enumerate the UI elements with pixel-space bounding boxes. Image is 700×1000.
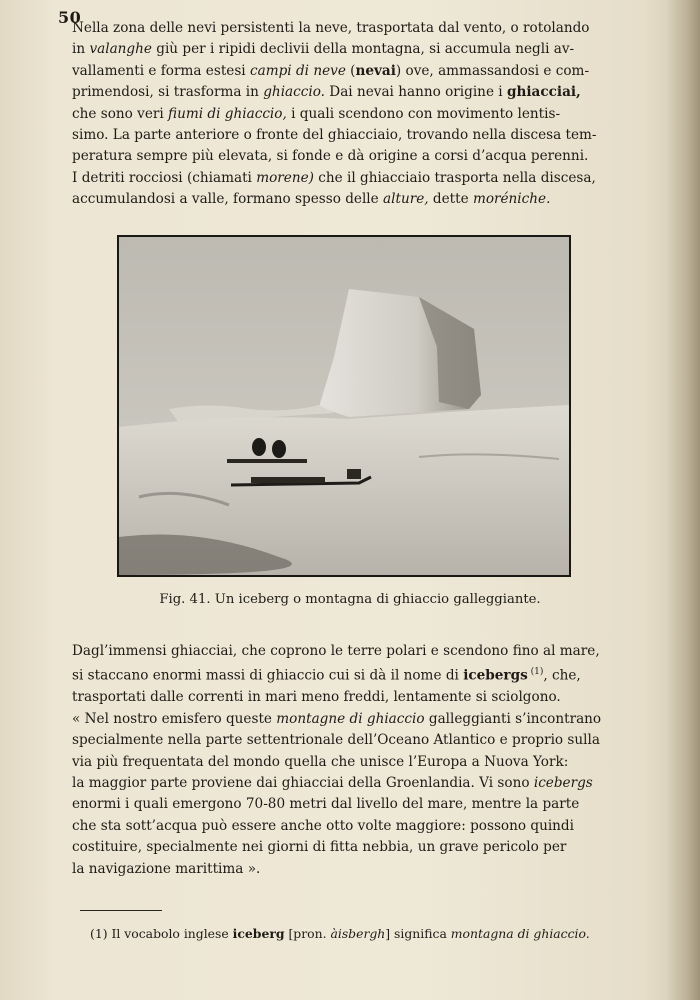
paragraph-glaciers-text-run: primendosi, si trasforma in (72, 84, 264, 101)
paragraph-icebergs-line (72, 859, 624, 880)
footnote-text-run: montagna di ghiaccio. (450, 926, 590, 941)
paragraph-icebergs-text-run: trasportati dalle correnti in mari meno freddi, lentamente si sciolgono. (72, 689, 561, 706)
footnote-text-run: [pron. (284, 926, 331, 941)
paragraph-icebergs-text-run: Dagl’immensi ghiacciai, che coprono le terre polari e scendono fino al mare, (72, 643, 600, 659)
paragraph-icebergs-text-run: galleggianti s’incontrano (424, 710, 602, 727)
footnote (90, 926, 650, 941)
paragraph-glaciers-text-run: peratura sempre più elevata, si fonde e dà origine a corsi d’acqua perenni. (72, 148, 589, 165)
paragraph-glaciers-text-run: che sono veri (72, 105, 169, 122)
paragraph-glaciers-text-run: ghiacciai, (506, 84, 581, 101)
paragraph-icebergs (72, 641, 624, 880)
paragraph-glaciers-text-run: moréniche. (472, 191, 551, 208)
paragraph-glaciers-line (72, 125, 624, 146)
paragraph-glaciers-text-run: in (72, 41, 90, 58)
paragraph-glaciers-line (72, 189, 624, 210)
paragraph-glaciers-line (72, 39, 624, 60)
paragraph-glaciers-text-run: valanghe (89, 41, 152, 58)
paragraph-glaciers-line (72, 82, 624, 103)
paragraph-glaciers-text-run: accumulandosi a valle, formano spesso delle (72, 191, 384, 208)
paragraph-glaciers-text-run: morene) (256, 169, 314, 186)
paragraph-icebergs-text-run: icebergs (533, 774, 593, 791)
paragraph-glaciers-text-run: vallamenti e forma estesi (72, 62, 250, 79)
paragraph-glaciers-text-run: giù per i ripidi declivii della montagna, si accumula negli av- (151, 41, 575, 58)
paragraph-icebergs-text-run: (1) (527, 667, 544, 678)
iceberg-photograph (117, 235, 571, 577)
paragraph-glaciers-line (72, 146, 624, 167)
paragraph-glaciers-text-run: nevai (355, 62, 396, 79)
paragraph-icebergs-line (72, 662, 624, 687)
footnote-text-run: iceberg (232, 926, 285, 941)
page-number: 50 (58, 8, 82, 27)
paragraph-icebergs-text-run: montagne di ghiaccio (276, 710, 425, 727)
paragraph-glaciers-text-run: ) ove, ammassandosi e com- (395, 62, 590, 79)
paragraph-icebergs-text-run: la navigazione marittima ». (72, 860, 261, 877)
footnote-text-run: àisbergh (330, 926, 386, 941)
paragraph-glaciers-text-run: i quali scendono con movimento lentis- (286, 105, 561, 122)
paragraph-icebergs-text-run: icebergs (463, 667, 528, 684)
paragraph-icebergs-line (72, 837, 624, 858)
footnote-text-run: (1) Il vocabolo inglese (90, 926, 233, 941)
paragraph-icebergs-line (72, 794, 624, 815)
paragraph-icebergs-text-run: « Nel nostro emisfero queste (72, 710, 277, 727)
paragraph-icebergs-line (72, 709, 624, 730)
paragraph-glaciers (72, 18, 624, 211)
paragraph-icebergs-text-run: specialmente nella parte settentrionale dell’Oceano Atlantico e proprio sulla (72, 732, 600, 749)
paragraph-icebergs-text-run: enormi i quali emergono 70-80 metri dal livello del mare, mentre la parte (72, 796, 580, 813)
paragraph-glaciers-text-run: I detriti rocciosi (chiamati (72, 169, 257, 186)
paragraph-glaciers-text-run: Nella zona delle nevi persistenti la neve, trasportata dal vento, o rotolando (72, 20, 590, 36)
paragraph-icebergs-line (72, 641, 624, 662)
footnote-rule (80, 910, 162, 911)
paragraph-icebergs-line (72, 773, 624, 794)
paragraph-glaciers-text-run: alture, (383, 191, 429, 208)
paragraph-icebergs-text-run: costituire, specialmente nei giorni di fitta nebbia, un grave pericolo per (72, 839, 567, 856)
page-edge-shadow (666, 0, 700, 1000)
paragraph-icebergs-line (72, 687, 624, 708)
figure-caption: Fig. 41. Un iceberg o montagna di ghiaccio galleggiante. (159, 592, 541, 607)
paragraph-icebergs-line (72, 730, 624, 751)
paragraph-icebergs-text-run: la maggior parte proviene dai ghiacciai della Groenlandia. Vi sono (72, 774, 534, 791)
paragraph-glaciers-text-run: Dai nevai hanno origine i (324, 84, 507, 101)
paragraph-glaciers-line (72, 61, 624, 82)
paragraph-glaciers-line (72, 18, 624, 39)
paragraph-glaciers-text-run: dette (428, 191, 473, 208)
paragraph-icebergs-text-run: che sta sott’acqua può essere anche otto volte maggiore: possono quindi (72, 817, 574, 834)
paragraph-glaciers-text-run: campi di neve (249, 62, 346, 79)
paragraph-icebergs-text-run: via più frequentata del mondo quella che unisce l’Europa a Nuova York: (72, 753, 569, 770)
footnote-text-run: ] significa (385, 926, 451, 941)
paragraph-glaciers-text-run: fiumi di ghiaccio, (168, 105, 287, 122)
paragraph-glaciers-line (72, 168, 624, 189)
paragraph-icebergs-line (72, 752, 624, 773)
paragraph-icebergs-text-run: si staccano enormi massi di ghiaccio cui si dà il nome di (72, 667, 464, 684)
paragraph-glaciers-text-run: che il ghiacciaio trasporta nella discesa, (313, 169, 596, 186)
paragraph-glaciers-text-run: ( (345, 62, 356, 79)
paragraph-glaciers-text-run: ghiaccio. (263, 84, 325, 101)
paragraph-icebergs-line (72, 816, 624, 837)
paragraph-icebergs-text-run: , che, (543, 667, 581, 684)
iceberg-photo-drawing (119, 237, 569, 575)
paragraph-glaciers-line (72, 104, 624, 125)
paragraph-glaciers-text-run: simo. La parte anteriore o fronte del ghiacciaio, trovando nella discesa tem- (72, 127, 597, 144)
